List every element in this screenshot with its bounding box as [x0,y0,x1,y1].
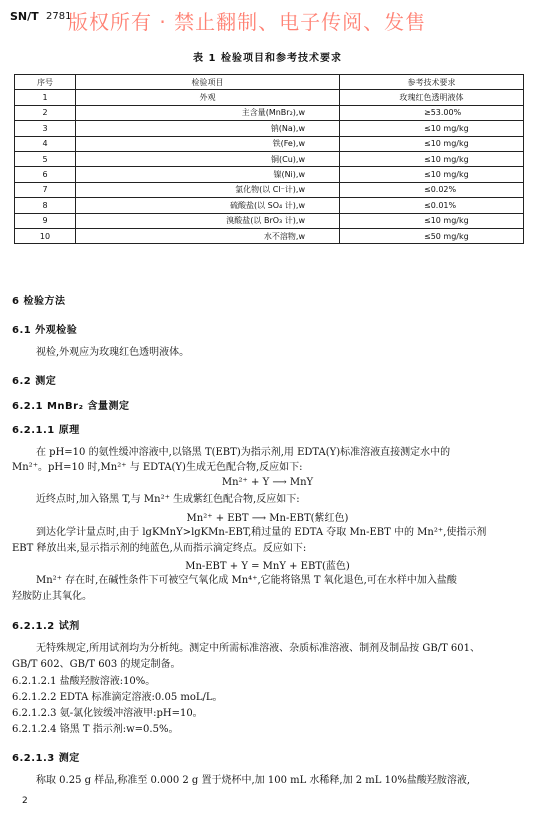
col-header-no: 序号 [15,75,76,90]
cell-item: 硫酸盐(以 SO₄ 计),w [76,198,340,213]
cell-requirement: ≤10 mg/kg [340,121,524,136]
cell-item: 镍(Ni),w [76,167,340,182]
section-heading-6-2: 6.2 测定 [12,376,57,387]
section-heading-6-1: 6.1 外观检验 [12,325,78,336]
table-row [15,167,524,182]
standard-number: 2781 [46,11,72,22]
cell-no: 3 [15,121,76,136]
cell-requirement: ≤0.01% [340,198,524,213]
cell-item: 铁(Fe),w [76,136,340,151]
cell-no: 6 [15,167,76,182]
equation-3: Mn-EBT + Y = MnY + EBT(蓝色) [185,561,350,572]
section-heading-6: 6 检验方法 [12,296,66,307]
equation-1: Mn²⁺ + Y ⟶ MnY [221,477,314,488]
col-header-requirement: 参考技术要求 [340,75,524,90]
paragraph-endpoint: 近终点时,加入铬黑 T,与 Mn²⁺ 生成紫红色配合物,反应如下: [36,494,300,505]
cell-no: 1 [15,90,76,105]
cell-item: 主含量(MnBr₂),w [76,105,340,120]
cell-item: 水不溶物,w [76,228,340,243]
reagent-item-3: 6.2.1.2.3 氨-氯化铵缓冲溶液甲:pH=10。 [12,708,203,719]
cell-no: 2 [15,105,76,120]
paragraph-principle-line-1: 在 pH=10 的氨性缓冲溶液中,以铬黑 T(EBT)为指示剂,用 EDTA(Y)标准溶液直接测定水中的 [36,447,451,458]
cell-requirement: ≤10 mg/kg [340,136,524,151]
reagent-item-2: 6.2.1.2.2 EDTA 标准滴定溶液:0.05 moL/L。 [12,692,223,703]
table-row [15,136,524,151]
paragraph-appearance: 视检,外观应为玫瑰红色透明液体。 [36,347,190,358]
paragraph-stoich-line-1: 到达化学计量点时,由于 lgKMnY>lgKMn-EBT,稍过量的 EDTA 夺取 Mn-EBT 中的 Mn²⁺,使指示剂 [36,527,487,538]
table-header-row [15,75,524,90]
cell-item: 外观 [76,90,340,105]
paragraph-stoich-line-2: EBT 释放出来,显示指示剂的纯蓝色,从而指示滴定终点。反应如下: [12,543,307,554]
table-row [15,182,524,197]
reagent-item-4: 6.2.1.2.4 铬黑 T 指示剂:w=0.5%。 [12,724,179,735]
paragraph-reagents-line-1: 无特殊规定,所用试剂均为分析纯。测定中所需标准溶液、杂质标准溶液、制剂及制品按 GB/T 601、 [36,643,480,654]
cell-requirement: ≤50 mg/kg [340,228,524,243]
table-row [15,105,524,120]
copyright-watermark: 版权所有 · 禁止翻制、电子传阅、发售 [68,10,427,34]
cell-item: 铜(Cu),w [76,151,340,166]
spec-table [14,74,524,244]
table-row [15,151,524,166]
standard-code: SN/T [10,10,39,23]
table-row [15,198,524,213]
cell-requirement: ≥53.00% [340,105,524,120]
cell-no: 5 [15,151,76,166]
cell-requirement: ≤10 mg/kg [340,151,524,166]
table-caption: 表 1 检验项目和参考技术要求 [193,53,342,64]
table-row [15,90,524,105]
paragraph-oxidation-line-2: 羟胺防止其氧化。 [12,591,92,602]
cell-item: 溴酸盐(以 BrO₃ 计),w [76,213,340,228]
paragraph-reagents-line-2: GB/T 602、GB/T 603 的规定制备。 [12,659,181,670]
cell-no: 9 [15,213,76,228]
page-number: 2 [22,796,28,806]
cell-requirement: ≤10 mg/kg [340,213,524,228]
cell-requirement: ≤0.02% [340,182,524,197]
reagent-item-1: 6.2.1.2.1 盐酸羟胺溶液:10%。 [12,676,156,687]
cell-requirement: 玫瑰红色透明液体 [340,90,524,105]
section-heading-reagents: 6.2.1.2 试剂 [12,621,80,632]
cell-no: 10 [15,228,76,243]
paragraph-determination: 称取 0.25 g 样品,称准至 0.000 2 g 置于烧杯中,加 100 mL 水稀释,加 2 mL 10%盐酸羟胺溶液, [36,775,471,786]
table-row [15,121,524,136]
cell-item: 钠(Na),w [76,121,340,136]
section-heading-6-2-1: 6.2.1 MnBr₂ 含量测定 [12,401,130,412]
cell-requirement: ≤10 mg/kg [340,167,524,182]
paragraph-oxidation-line-1: Mn²⁺ 存在时,在碱性条件下可被空气氧化成 Mn⁴⁺,它能将铬黑 T 氧化退色,可在水样中加入盐酸 [36,575,457,586]
section-heading-principle: 6.2.1.1 原理 [12,425,80,436]
cell-no: 4 [15,136,76,151]
cell-item: 氯化物(以 Cl⁻计),w [76,182,340,197]
cell-no: 8 [15,198,76,213]
paragraph-principle-line-2: Mn²⁺。pH=10 时,Mn²⁺ 与 EDTA(Y)生成无色配合物,反应如下: [12,462,303,473]
section-heading-determination: 6.2.1.3 测定 [12,753,80,764]
table-row [15,228,524,243]
col-header-item: 检验项目 [76,75,340,90]
cell-no: 7 [15,182,76,197]
table-row [15,213,524,228]
equation-2: Mn²⁺ + EBT ⟶ Mn-EBT(紫红色) [186,513,349,524]
